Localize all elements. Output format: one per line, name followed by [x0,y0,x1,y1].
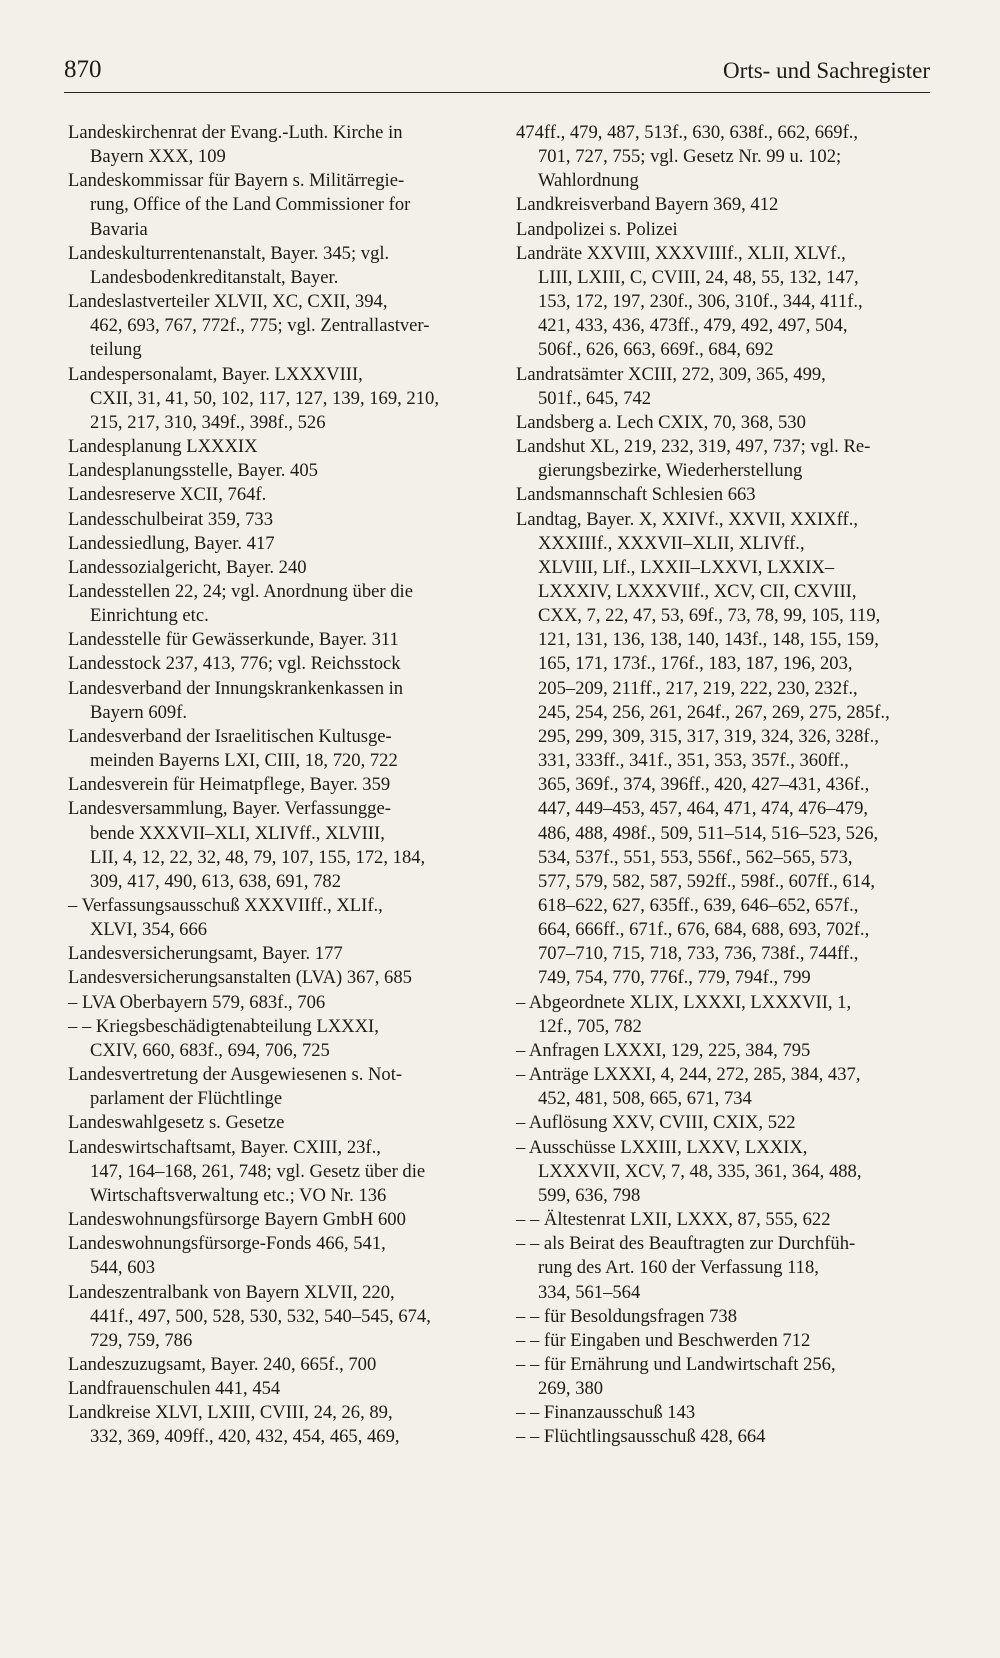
index-entry-line: – – Ältestenrat LXII, LXXX, 87, 555, 622 [516,1209,831,1231]
index-entry [68,290,483,362]
index-entry [516,193,931,217]
index-entry [68,1377,483,1401]
index-entry [68,435,483,459]
index-entry-line: – – für Besoldungsfragen 738 [516,1305,738,1327]
index-entry-line: Wirtschaftsverwaltung etc.; VO Nr. 136 [90,1184,387,1206]
index-entry-line: XXXIIIf., XXXVII–XLII, XLIVff., [538,532,805,554]
index-entry-line: 729, 759, 786 [90,1329,193,1351]
index-entry [68,797,483,894]
index-entry-line: – Abgeordnete XLIX, LXXXI, LXXXVII, 1, [516,991,852,1013]
index-entry-line: 121, 131, 136, 138, 140, 143f., 148, 155, 159, [538,629,879,651]
index-entry-line: Bavaria [90,218,148,240]
index-entry-line: 506f., 626, 663, 669f., 684, 692 [538,339,774,361]
index-entry [68,121,483,169]
index-entry-line: Landeskulturrentenanstalt, Bayer. 345; vgl. [68,242,390,264]
index-entry [68,1208,483,1232]
index-entry-line: 618–622, 627, 635ff., 639, 646–652, 657f., [538,895,859,916]
index-entry [68,556,483,580]
index-entry [68,1281,483,1353]
index-entry [68,991,483,1015]
index-entry-line: 599, 636, 798 [538,1184,641,1206]
index-entry-line: Landeswohnungsfürsorge Bayern GmbH 600 [68,1209,406,1231]
index-entry-line: Landräte XXVIII, XXXVIIIf., XLII, XLVf., [516,242,846,264]
index-entry-line: – Auflösung XXV, CVIII, CXIX, 522 [516,1112,796,1134]
index-entry [516,1425,931,1449]
index-entry [68,652,483,676]
index-entry [516,1329,931,1353]
index-entry-line: 147, 164–168, 261, 748; vgl. Gesetz über die [90,1160,426,1182]
index-entry [68,966,483,990]
index-entry-line: Landeswohnungsfürsorge-Fonds 466, 541, [68,1233,386,1255]
index-entry-line: – – Finanzausschuß 143 [516,1402,696,1424]
index-entry-line: Landesstellen 22, 24; vgl. Anordnung über die [68,580,413,602]
index-entry [516,1401,931,1425]
index-entry-line: Landeswahlgesetz s. Gesetze [68,1112,285,1134]
index-entry [68,532,483,556]
index-entry-line: 309, 417, 490, 613, 638, 691, 782 [90,870,342,892]
index-entry-line: teilung [90,339,142,361]
index-entry-line: 707–710, 715, 718, 733, 736, 738f., 744ff., [538,943,859,965]
index-entry-line: 295, 299, 309, 315, 317, 319, 324, 326, 328f., [538,725,879,747]
index-entry [68,677,483,725]
index-entry-line: Landeszuzugsamt, Bayer. 240, 665f., 700 [68,1353,377,1375]
index-entry-line: Landsberg a. Lech CXIX, 70, 368, 530 [516,411,806,433]
index-entry-line: Landshut XL, 219, 232, 319, 497, 737; vgl. Re- [516,436,871,458]
index-entry-line: Landesversicherungsamt, Bayer. 177 [68,943,343,965]
index-entry-line: 501f., 645, 742 [538,387,652,409]
index-entry-line: parlament der Flüchtlinge [90,1088,283,1110]
index-entry-line: 701, 727, 755; vgl. Gesetz Nr. 99 u. 102; [538,146,842,168]
index-entry-line: Landesschulbeirat 359, 733 [68,508,273,530]
index-entry-line: Landesverband der Israelitischen Kultusge- [68,725,392,747]
index-column-left [68,121,483,1450]
index-entry-line: Einrichtung etc. [90,605,209,627]
index-entry-line: 462, 693, 767, 772f., 775; vgl. Zentrallastver- [90,315,430,337]
index-entry-line: 452, 481, 508, 665, 671, 734 [538,1088,752,1110]
index-entry [516,1136,931,1208]
index-entry-line: 12f., 705, 782 [538,1015,642,1037]
index-entry [516,1039,931,1063]
index-entry-line: Landesversammlung, Bayer. Verfassungge- [68,798,391,820]
index-entry-line: Landessozialgericht, Bayer. 240 [68,556,307,578]
index-entry-line: Landesverband der Innungskrankenkassen in [68,677,404,699]
index-entry-line: 544, 603 [90,1257,156,1279]
index-entry-line: LII, 4, 12, 22, 32, 48, 79, 107, 155, 172, 184, [90,846,426,868]
index-entry [68,942,483,966]
index-entry [68,363,483,435]
index-entry-line: XLVIII, LIf., LXXII–LXXVI, LXXIX– [538,556,835,578]
index-entry-line: 577, 579, 582, 587, 592ff., 598f., 607ff., 614, [538,870,876,892]
index-entry [516,508,931,991]
index-entry-line: Landesbodenkreditanstalt, Bayer. [90,266,339,288]
index-entry-line: Landeskommissar für Bayern s. Militärregie- [68,170,405,192]
index-entry [516,991,931,1039]
index-entry [68,725,483,773]
index-entry-line: Landeswirtschaftsamt, Bayer. CXIII, 23f., [68,1136,381,1158]
index-entry [68,1111,483,1135]
index-entry [516,121,931,193]
index-entry-line: Landesreserve XCII, 764f. [68,484,267,506]
index-entry-line: gierungsbezirke, Wiederherstellung [538,460,803,482]
index-entry-line: Landesstock 237, 413, 776; vgl. Reichsstock [68,653,401,675]
index-entry [68,242,483,290]
index-column-right [516,121,931,1450]
index-entry-line: 474ff., 479, 487, 513f., 630, 638f., 662, 669f., [516,122,859,143]
index-entry [516,483,931,507]
index-entry-line: Landesplanung LXXXIX [68,436,258,458]
index-entry [68,169,483,241]
index-entry-line: 421, 433, 436, 473ff., 479, 492, 497, 504, [538,315,848,337]
index-entry-line: LXXXVII, XCV, 7, 48, 335, 361, 364, 488, [538,1160,862,1182]
index-entry-line: – – Flüchtlingsausschuß 428, 664 [516,1426,766,1448]
index-entry [516,1305,931,1329]
index-entry [516,435,931,483]
page-header [64,52,930,93]
index-entry-line: Bayern 609f. [90,701,188,723]
index-entry [68,1353,483,1377]
index-entry-line: Bayern XXX, 109 [90,146,226,168]
page-number: 870 [64,56,102,83]
index-entry-line: Landesvertretung der Ausgewiesenen s. Not- [68,1064,403,1086]
index-entry-line: – – für Eingaben und Beschwerden 712 [516,1329,811,1351]
index-entry-line: 165, 171, 173f., 176f., 183, 187, 196, 203, [538,653,853,675]
index-entry-line: Landeslastverteiler XLVII, XC, CXII, 394, [68,291,388,313]
index-entry-line: – LVA Oberbayern 579, 683f., 706 [68,991,326,1013]
index-entry [68,1232,483,1280]
index-entry-line: Landeskirchenrat der Evang.-Luth. Kirche in [68,122,403,143]
index-entry-line: Landessiedlung, Bayer. 417 [68,532,275,554]
index-entry-line: – Verfassungsausschuß XXXVIIff., XLIf., [68,895,383,916]
index-entry [68,580,483,628]
index-entry [516,218,931,242]
index-entry-line: 441f., 497, 500, 528, 530, 532, 540–545, 674, [90,1305,431,1327]
index-entry-line: Wahlordnung [538,170,639,192]
index-entry-line: Landpolizei s. Polizei [516,218,678,240]
index-entry [68,459,483,483]
index-entry-line: Landkreisverband Bayern 369, 412 [516,194,779,216]
index-entry-line: 205–209, 211ff., 217, 219, 222, 230, 232f., [538,677,858,699]
index-entry-line: – – als Beirat des Beauftragten zur Durchfüh- [516,1233,856,1255]
index-entry [68,1063,483,1111]
index-entry-line: CXX, 7, 22, 47, 53, 69f., 73, 78, 99, 105, 119, [538,605,881,627]
index-entry-line: 749, 754, 770, 776f., 779, 794f., 799 [538,967,811,989]
index-entry-line: Landespersonalamt, Bayer. LXXXVIII, [68,363,363,385]
index-entry-line: Landfrauenschulen 441, 454 [68,1378,281,1400]
index-entry-line: 664, 666ff., 671f., 676, 684, 688, 693, 702f., [538,919,870,941]
index-entry [516,411,931,435]
index-entry-line: – – Kriegsbeschädigtenabteilung LXXXI, [68,1015,379,1037]
index-entry-line: Landesverein für Heimatpflege, Bayer. 359 [68,774,391,796]
index-entry-line: 332, 369, 409ff., 420, 432, 454, 465, 469, [90,1426,400,1448]
running-title: Orts- und Sachregister [723,58,930,83]
index-entry [516,1208,931,1232]
index-entry-line: 334, 561–564 [538,1281,641,1303]
index-entry-line: Landtag, Bayer. X, XXIVf., XXVII, XXIXff., [516,508,859,530]
index-entry-line: 269, 380 [538,1378,604,1400]
index-entry-line: bende XXXVII–XLI, XLIVff., XLVIII, [90,822,385,844]
index-entry-line: – Anträge LXXXI, 4, 244, 272, 285, 384, 437, [516,1064,861,1086]
index-entry-line: 534, 537f., 551, 553, 556f., 562–565, 573, [538,846,853,868]
index-entry-line: 331, 333ff., 341f., 351, 353, 357f., 360ff., [538,750,849,772]
index-entry-line: Landesversicherungsanstalten (LVA) 367, 685 [68,967,412,989]
index-entry-line: Landeszentralbank von Bayern XLVII, 220, [68,1281,395,1303]
index-entry [68,773,483,797]
index-entry-line: 447, 449–453, 457, 464, 471, 474, 476–479, [538,798,869,820]
index-entry-line: LXXXIV, LXXXVIIf., XCV, CII, CXVIII, [538,580,857,602]
index-entry-line: CXII, 31, 41, 50, 102, 117, 127, 139, 169, 210, [90,387,439,409]
index-entry [68,628,483,652]
index-entry [68,894,483,942]
index-entry [68,1136,483,1208]
index-entry-line: – – für Ernährung und Landwirtschaft 256, [516,1353,836,1375]
index-entry-line: 365, 369f., 374, 396ff., 420, 427–431, 436f., [538,774,870,796]
index-entry-line: Landkreise XLVI, LXIII, CVIII, 24, 26, 89, [68,1402,393,1424]
index-entry-line: 215, 217, 310, 349f., 398f., 526 [90,411,326,433]
index-entry [516,1111,931,1135]
index-entry-line: XLVI, 354, 666 [90,919,208,941]
index-entry-line: Landsmannschaft Schlesien 663 [516,484,756,506]
index-entry [68,508,483,532]
index-entry-line: Landesplanungsstelle, Bayer. 405 [68,460,318,482]
index-entry-line: CXIV, 660, 683f., 694, 706, 725 [90,1039,330,1061]
index-entry [68,1401,483,1449]
index-entry [516,1063,931,1111]
index-entry-line: – Ausschüsse LXXIII, LXXV, LXXIX, [516,1136,808,1158]
index-entry [516,1232,931,1304]
index-entry-line: rung, Office of the Land Commissioner for [90,194,411,216]
index-entry-line: meinden Bayerns LXI, CIII, 18, 720, 722 [90,750,398,772]
index-entry [516,1353,931,1401]
index-entry [516,363,931,411]
index-entry-line: 245, 254, 256, 261, 264f., 267, 269, 275, 285f., [538,701,890,723]
index-entry-line: Landratsämter XCIII, 272, 309, 365, 499, [516,363,826,385]
index-entry [68,1015,483,1063]
index-entry-line: Landesstelle für Gewässerkunde, Bayer. 311 [68,629,399,651]
index-entry-line: 486, 488, 498f., 509, 511–514, 516–523, 526, [538,822,879,844]
index-entry-line: 153, 172, 197, 230f., 306, 310f., 344, 411f., [538,291,863,313]
index-entry-line: rung des Art. 160 der Verfassung 118, [538,1257,819,1279]
index-entry [68,483,483,507]
index-entry-line: LIII, LXIII, C, CVIII, 24, 48, 55, 132, 147, [538,266,859,288]
index-entry [516,242,931,363]
index-entry-line: – Anfragen LXXXI, 129, 225, 384, 795 [516,1039,811,1061]
